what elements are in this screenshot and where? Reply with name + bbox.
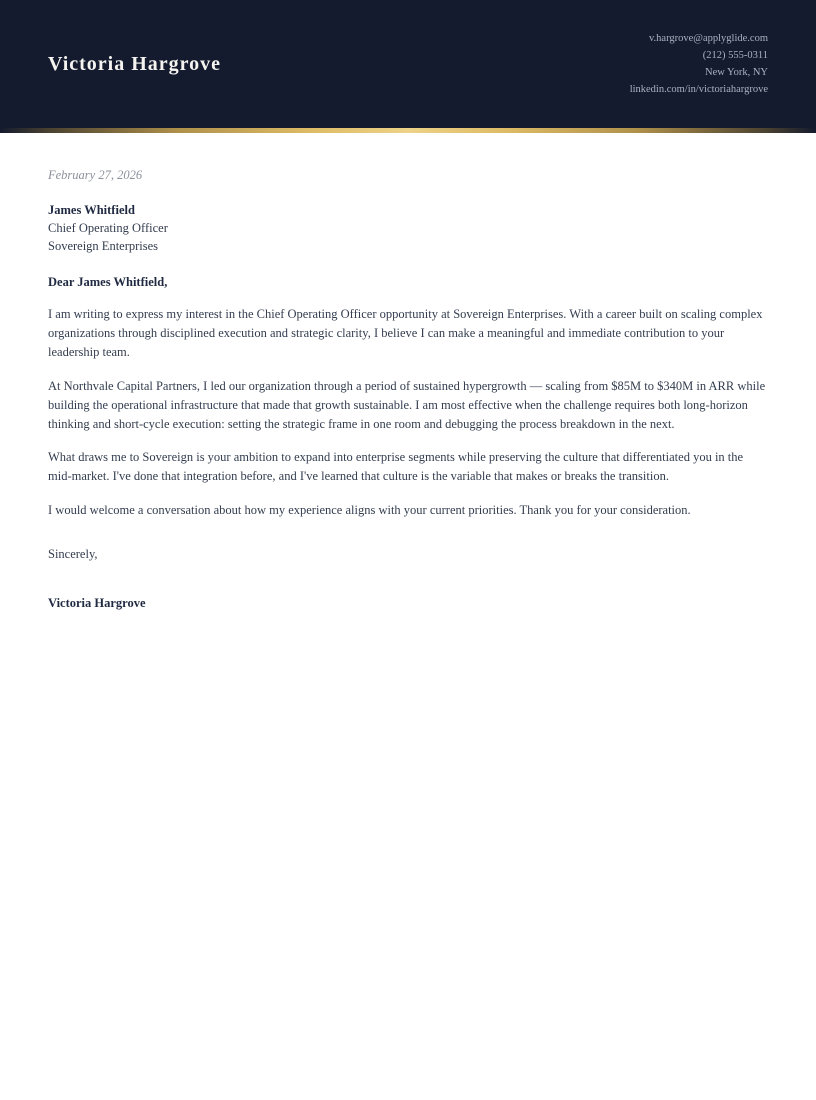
- signature: Victoria Hargrove: [48, 595, 146, 610]
- paragraph-intro: I am writing to express my interest in the Chief Operating Officer opportunity at Sovereign Enterprises. With a career built on scaling complex organizations through disciplined execution and strategic clarity, I believe I can make a meaningful and immediate contribution to your leadership team.: [48, 307, 763, 360]
- salutation: Dear James Whitfield,: [48, 275, 168, 289]
- recipient-block: [48, 201, 768, 255]
- paragraph-motivation: What draws me to Sovereign is your ambition to expand into enterprise segments while preserving the culture that differentiated you in the mid-market. I've done that integration before, and I've learned that culture is the variable that makes or breaks the transition.: [48, 450, 744, 484]
- paragraph-experience: At Northvale Capital Partners, I led our organization through a period of sustained hypergrowth — scaling from $85M to $340M in ARR while building the operational infrastructure that made that growth sustainable. I am most effective when the challenge requires both long-horizon thinking and short-cycle execution: setting the strategic frame in one room and debugging the process breakdown in the next.: [48, 378, 766, 432]
- paragraph-call-to-action: I would welcome a conversation about how my experience aligns with your current priorities. Thank you for your consideration.: [48, 502, 691, 517]
- recipient-name: James Whitfield: [48, 203, 135, 217]
- recipient-company: Sovereign Enterprises: [48, 239, 159, 253]
- contact-linkedin: linkedin.com/in/victoriahargrove: [629, 84, 768, 95]
- closing: Sincerely,: [48, 546, 98, 561]
- letter-date: February 27, 2026: [48, 168, 143, 182]
- contact-email: v.hargrove@applyglide.com: [648, 33, 768, 44]
- contact-phone: (212) 555-0311: [702, 50, 768, 61]
- recipient-title: Chief Operating Officer: [48, 221, 168, 235]
- letter-body: [0, 133, 816, 613]
- contact-block: [630, 30, 768, 98]
- contact-location: New York, NY: [704, 67, 768, 78]
- letter-header: [0, 0, 816, 128]
- page-title: Victoria Hargrove: [48, 52, 222, 75]
